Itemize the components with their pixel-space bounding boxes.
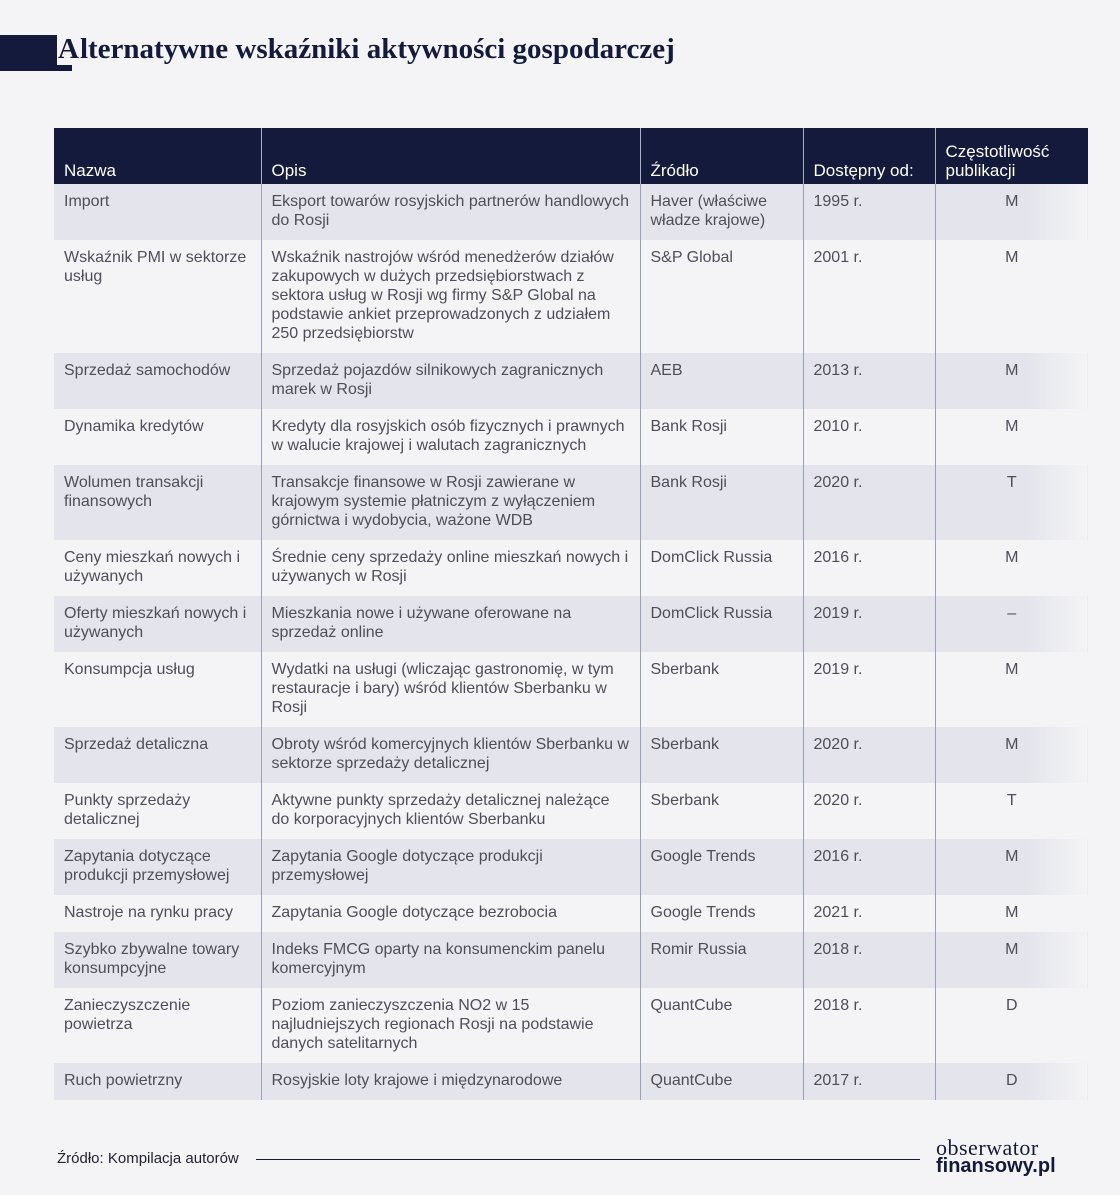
cell-frequency: M <box>935 184 1088 240</box>
cell-description: Średnie ceny sprzedaży online mieszkań nowych i używanych w Rosji <box>261 540 640 596</box>
table-row <box>54 727 1088 783</box>
table-row <box>54 353 1088 409</box>
cell-frequency: M <box>935 727 1088 783</box>
cell-source: S&P Global <box>640 240 803 353</box>
cell-available-from: 2019 r. <box>803 652 935 727</box>
logo-line-2: finansowy.pl <box>936 1155 1056 1177</box>
cell-available-from: 2018 r. <box>803 988 935 1063</box>
cell-description: Wydatki na usługi (wliczając gastronomię, w tym restauracje i bary) wśród klientów Sberbanku w Rosji <box>261 652 640 727</box>
cell-description: Indeks FMCG oparty na konsumenckim panelu komercyjnym <box>261 932 640 988</box>
table-row <box>54 240 1088 353</box>
cell-description: Sprzedaż pojazdów silnikowych zagranicznych marek w Rosji <box>261 353 640 409</box>
cell-source: AEB <box>640 353 803 409</box>
cell-source: Bank Rosji <box>640 409 803 465</box>
cell-source: Romir Russia <box>640 932 803 988</box>
cell-frequency: D <box>935 988 1088 1063</box>
cell-frequency: – <box>935 596 1088 652</box>
table-row <box>54 839 1088 895</box>
cell-name: Nastroje na rynku pracy <box>54 895 261 932</box>
cell-available-from: 2020 r. <box>803 465 935 540</box>
cell-description: Transakcje finansowe w Rosji zawierane w krajowym systemie płatniczym z wyłączeniem górnictwa i wydobycia, ważone WDB <box>261 465 640 540</box>
cell-description: Poziom zanieczyszczenia NO2 w 15 najludniejszych regionach Rosji na podstawie danych satelitarnych <box>261 988 640 1063</box>
cell-source: Sberbank <box>640 727 803 783</box>
cell-source: QuantCube <box>640 1063 803 1100</box>
header-name: Nazwa <box>54 128 261 184</box>
brand-logo <box>936 1135 1056 1177</box>
table-row <box>54 540 1088 596</box>
cell-name: Punkty sprzedaży detalicznej <box>54 783 261 839</box>
cell-name: Ruch powietrzny <box>54 1063 261 1100</box>
cell-name: Oferty mieszkań nowych i używanych <box>54 596 261 652</box>
cell-frequency: M <box>935 240 1088 353</box>
cell-available-from: 2001 r. <box>803 240 935 353</box>
cell-available-from: 1995 r. <box>803 184 935 240</box>
cell-frequency: M <box>935 932 1088 988</box>
title-first-letter: A <box>58 33 79 65</box>
cell-description: Rosyjskie loty krajowe i międzynarodowe <box>261 1063 640 1100</box>
table-row <box>54 988 1088 1063</box>
cell-frequency: D <box>935 1063 1088 1100</box>
cell-source: Sberbank <box>640 652 803 727</box>
cell-description: Obroty wśród komercyjnych klientów Sberbanku w sektorze sprzedaży detalicznej <box>261 727 640 783</box>
cell-description: Mieszkania nowe i używane oferowane na sprzedaż online <box>261 596 640 652</box>
cell-source: Google Trends <box>640 839 803 895</box>
indicators-table <box>54 128 1088 1100</box>
cell-description: Wskaźnik nastrojów wśród menedżerów działów zakupowych w dużych przedsiębiorstwach z sektora usług w Rosji wg firmy S&P Global na podstawie ankiet przeprowadzonych z udziałem 250 przedsiębiorstw <box>261 240 640 353</box>
cell-frequency: M <box>935 895 1088 932</box>
cell-frequency: T <box>935 783 1088 839</box>
cell-name: Konsumpcja usług <box>54 652 261 727</box>
title-rest: lternatywne wskaźniki aktywności gospodarczej <box>79 33 675 65</box>
cell-description: Zapytania Google dotyczące produkcji przemysłowej <box>261 839 640 895</box>
cell-available-from: 2020 r. <box>803 783 935 839</box>
cell-source: Sberbank <box>640 783 803 839</box>
cell-name: Sprzedaż samochodów <box>54 353 261 409</box>
cell-name: Dynamika kredytów <box>54 409 261 465</box>
table-row <box>54 895 1088 932</box>
cell-available-from: 2016 r. <box>803 839 935 895</box>
cell-frequency: M <box>935 540 1088 596</box>
table-row <box>54 409 1088 465</box>
cell-description: Aktywne punkty sprzedaży detalicznej należące do korporacyjnych klientów Sberbanku <box>261 783 640 839</box>
cell-source: Bank Rosji <box>640 465 803 540</box>
table-body <box>54 184 1088 1100</box>
cell-available-from: 2018 r. <box>803 932 935 988</box>
cell-available-from: 2013 r. <box>803 353 935 409</box>
source-note: Źródło: Kompilacja autorów <box>57 1150 239 1167</box>
cell-description: Zapytania Google dotyczące bezrobocia <box>261 895 640 932</box>
cell-name: Ceny mieszkań nowych i używanych <box>54 540 261 596</box>
table-row <box>54 652 1088 727</box>
table-row <box>54 184 1088 240</box>
footer-divider <box>256 1159 920 1160</box>
cell-frequency: T <box>935 465 1088 540</box>
cell-frequency: M <box>935 652 1088 727</box>
cell-description: Kredyty dla rosyjskich osób fizycznych i prawnych w walucie krajowej i walutach zagranicznych <box>261 409 640 465</box>
cell-available-from: 2010 r. <box>803 409 935 465</box>
cell-available-from: 2021 r. <box>803 895 935 932</box>
cell-source: Google Trends <box>640 895 803 932</box>
cell-available-from: 2017 r. <box>803 1063 935 1100</box>
cell-name: Wskaźnik PMI w sektorze usług <box>54 240 261 353</box>
cell-name: Zanieczyszczenie powietrza <box>54 988 261 1063</box>
cell-description: Eksport towarów rosyjskich partnerów handlowych do Rosji <box>261 184 640 240</box>
cell-name: Zapytania dotyczące produkcji przemysłowej <box>54 839 261 895</box>
table-row <box>54 932 1088 988</box>
cell-frequency: M <box>935 409 1088 465</box>
cell-source: Haver (właściwe władze krajowe) <box>640 184 803 240</box>
cell-available-from: 2019 r. <box>803 596 935 652</box>
logo-line-1: obserwator <box>936 1135 1039 1160</box>
cell-source: DomClick Russia <box>640 540 803 596</box>
cell-available-from: 2020 r. <box>803 727 935 783</box>
page-title <box>57 33 675 66</box>
table-row <box>54 783 1088 839</box>
cell-name: Wolumen transakcji finansowych <box>54 465 261 540</box>
cell-name: Import <box>54 184 261 240</box>
table-row <box>54 1063 1088 1100</box>
cell-source: QuantCube <box>640 988 803 1063</box>
table-row <box>54 596 1088 652</box>
cell-name: Szybko zbywalne towary konsumpcyjne <box>54 932 261 988</box>
header-description: Opis <box>261 128 640 184</box>
cell-source: DomClick Russia <box>640 596 803 652</box>
table-row <box>54 465 1088 540</box>
header-source: Źródło <box>640 128 803 184</box>
cell-name: Sprzedaż detaliczna <box>54 727 261 783</box>
cell-frequency: M <box>935 353 1088 409</box>
header-frequency: Częstotliwość publikacji <box>935 128 1088 184</box>
header-available-from: Dostępny od: <box>803 128 935 184</box>
table-header-row <box>54 128 1088 184</box>
cell-available-from: 2016 r. <box>803 540 935 596</box>
cell-frequency: M <box>935 839 1088 895</box>
